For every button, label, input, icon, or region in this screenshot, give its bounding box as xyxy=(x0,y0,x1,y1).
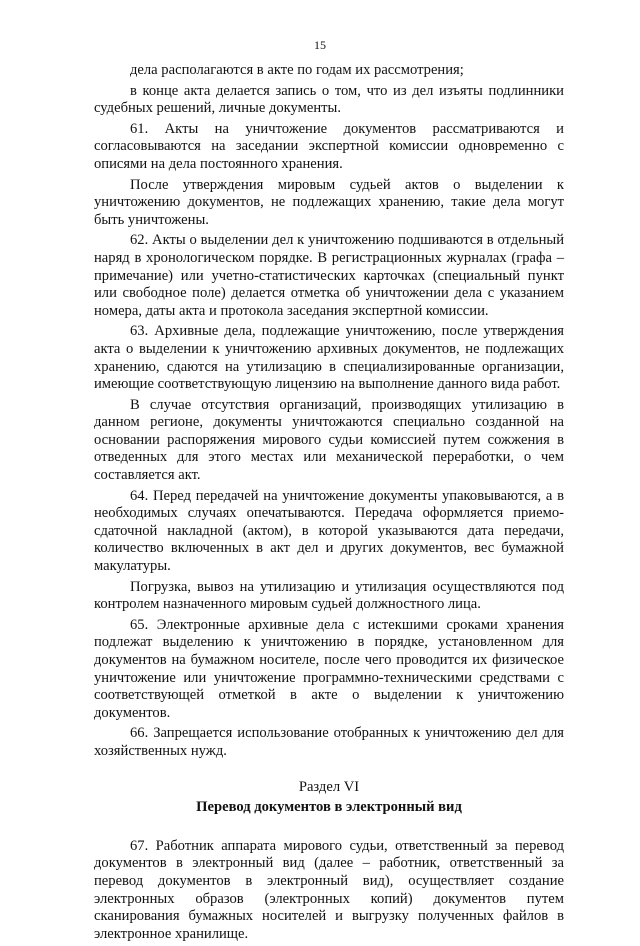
paragraph-item-63: 63. Архивные дела, подлежащие уничтожению, после утверждения акта о выделении к уничтожению архивных документов, не подлежащих хранению, сдаются на утилизацию в специализированные организации, имеющие соответствующую лицензию на выполнение данного вида работ. xyxy=(94,323,564,393)
section-heading: Раздел VI xyxy=(298,778,360,795)
paragraph: в конце акта делается запись о том, что из дел изъяты подлинники судебных решений, личные документы. xyxy=(94,82,564,117)
paragraph-item-66: 66. Запрещается использование отобранных к уничтожению дел для хозяйственных нужд. xyxy=(94,725,564,759)
paragraph-item-65: 65. Электронные архивные дела с истекшими сроками хранения подлежат выделению к уничтожению в порядке, установленном для документов на бумажном носителе, после чего проводится их физическое уничтожение или уничтожение программно-техническими средствами с соответствующей отметкой в акте о выделении к уничтожению документов. xyxy=(94,616,564,721)
paragraph-item-62: 62. Акты о выделении дел к уничтожению подшиваются в отдельный наряд в хронологическом порядке. В регистрационных журналах (графа – примечание) или учетно-статистических карточках (специальный пункт или свободное поле) делается отметка об уничтожении дела с указанием номера, даты акта и протокола заседания экспертной комиссии. xyxy=(94,232,564,319)
section-title: Перевод документов в электронный вид xyxy=(196,799,462,816)
paragraph: В случае отсутствия организаций, производящих утилизацию в данном регионе, документы уничтожаются специально созданной на основании распоряжения мирового судьи комиссией путем сожжения в отведенных для этого местах или механической переработки, о чем составляется акт. xyxy=(94,396,564,484)
paragraph: дела располагаются в акте по годам их рассмотрения; xyxy=(130,62,464,78)
paragraph-item-67: 67. Работник аппарата мирового судьи, ответственный за перевод документов в электронный вид (далее – работник, ответственный за перевод документов в электронный вид), осуществляет создание электронных образов (электронных копий) документов путем сканирования бумажных носителей и выгрузку полученных файлов в электронное хранилище. xyxy=(94,837,564,942)
document-body xyxy=(94,62,564,946)
paragraph-item-61: 61. Акты на уничтожение документов рассматриваются и согласовываются на заседании экспертной комиссии одновременно с описями на дела постоянного хранения. xyxy=(94,120,564,172)
paragraph: После утверждения мировым судьей актов о выделении к уничтожению документов, не подлежащих хранению, такие дела могут быть уничтожены. xyxy=(94,176,564,228)
page-number: 15 xyxy=(314,38,326,52)
paragraph-item-64: 64. Перед передачей на уничтожение документы упаковываются, а в необходимых случаях опечатываются. Передача оформляется приемо-сдаточной накладной (актом), в которой указываются дата передачи, количество включенных в акт дел и других документов, вес бумажной макулатуры. xyxy=(94,487,564,575)
paragraph: Погрузка, вывоз на утилизацию и утилизация осуществляются под контролем назначенного мировым судьей должностного лица. xyxy=(94,578,564,613)
